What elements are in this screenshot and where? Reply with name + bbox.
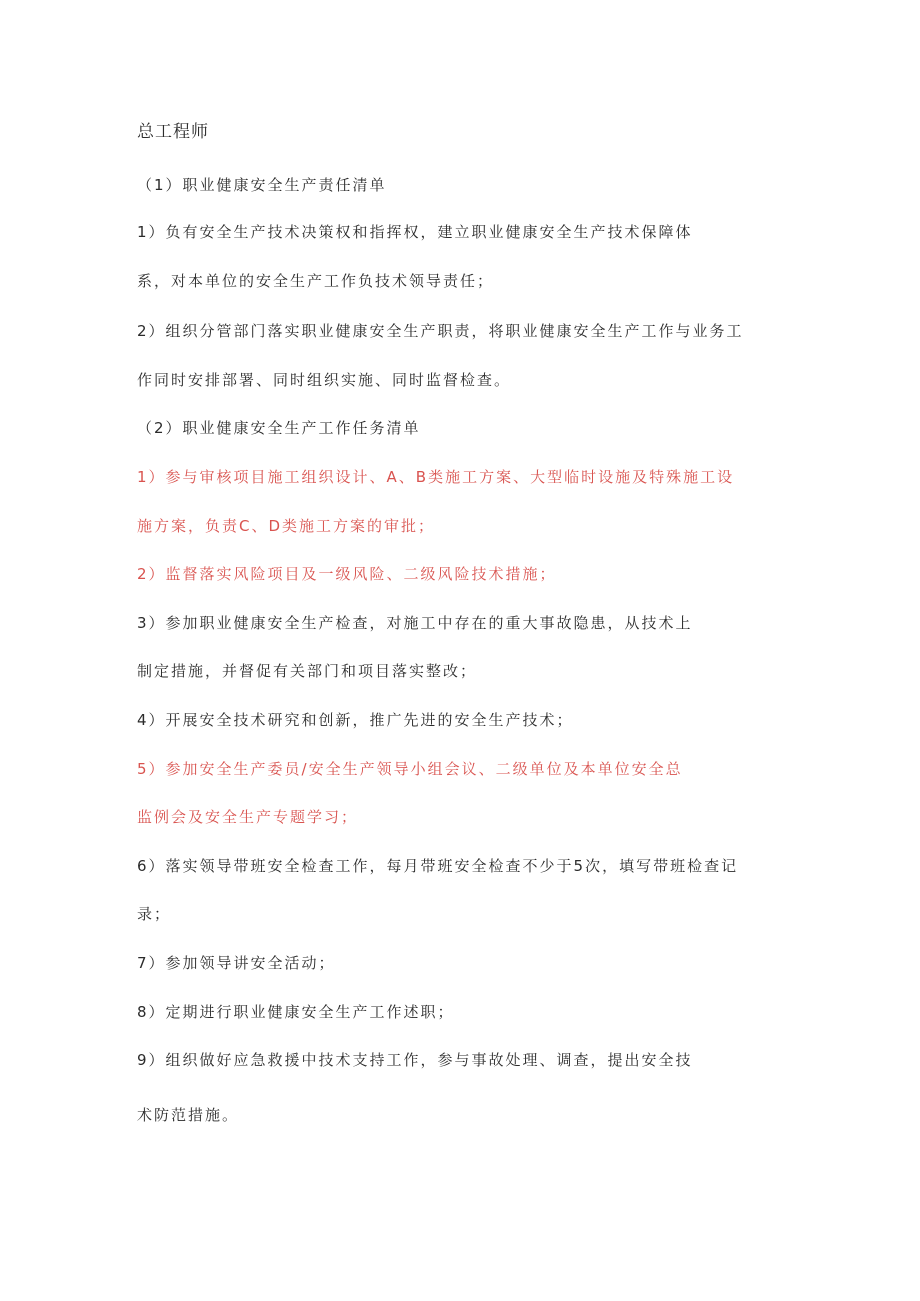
task-item-6: 6）落实领导带班安全检查工作，每月带班安全检查不少于5次，填写带班检查记 [137, 857, 739, 875]
task-item-9: 9）组织做好应急救援中技术支持工作，参与事故处理、调查，提出安全技 [137, 1051, 693, 1069]
page-title: 总工程师 [137, 122, 209, 142]
task-item-5-continued: 监例会及安全生产专题学习； [137, 808, 359, 826]
section-heading-tasks: （2）职业健康安全生产工作任务清单 [137, 419, 421, 437]
task-item-5: 5）参加安全生产委员/安全生产领导小组会议、二级单位及本单位安全总 [137, 760, 683, 778]
task-item-4: 4）开展安全技术研究和创新，推广先进的安全生产技术； [137, 711, 574, 729]
task-item-3-continued: 制定措施，并督促有关部门和项目落实整改； [137, 662, 478, 680]
task-item-2: 2）监督落实风险项目及一级风险、二级风险技术措施； [137, 565, 557, 583]
responsibility-item-1: 1）负有安全生产技术决策权和指挥权，建立职业健康安全生产技术保障体 [137, 223, 693, 241]
task-item-9-continued: 术防范措施。 [137, 1106, 240, 1124]
responsibility-item-2: 2）组织分管部门落实职业健康安全生产职责，将职业健康安全生产工作与业务工 [137, 322, 744, 340]
task-item-8: 8）定期进行职业健康安全生产工作述职； [137, 1003, 455, 1021]
task-item-3: 3）参加职业健康安全生产检查，对施工中存在的重大事故隐患，从技术上 [137, 614, 693, 632]
responsibility-item-1-continued: 系，对本单位的安全生产工作负技术领导责任； [137, 272, 495, 290]
task-item-1: 1）参与审核项目施工组织设计、A、B类施工方案、大型临时设施及特殊施工设 [137, 468, 735, 486]
task-item-6-continued: 录； [137, 905, 172, 923]
task-item-7: 7）参加领导讲安全活动； [137, 954, 336, 972]
section-heading-responsibilities: （1）职业健康安全生产责任清单 [137, 176, 387, 194]
task-item-1-continued: 施方案，负责C、D类施工方案的审批； [137, 517, 436, 535]
responsibility-item-2-continued: 作同时安排部署、同时组织实施、同时监督检查。 [137, 371, 512, 389]
